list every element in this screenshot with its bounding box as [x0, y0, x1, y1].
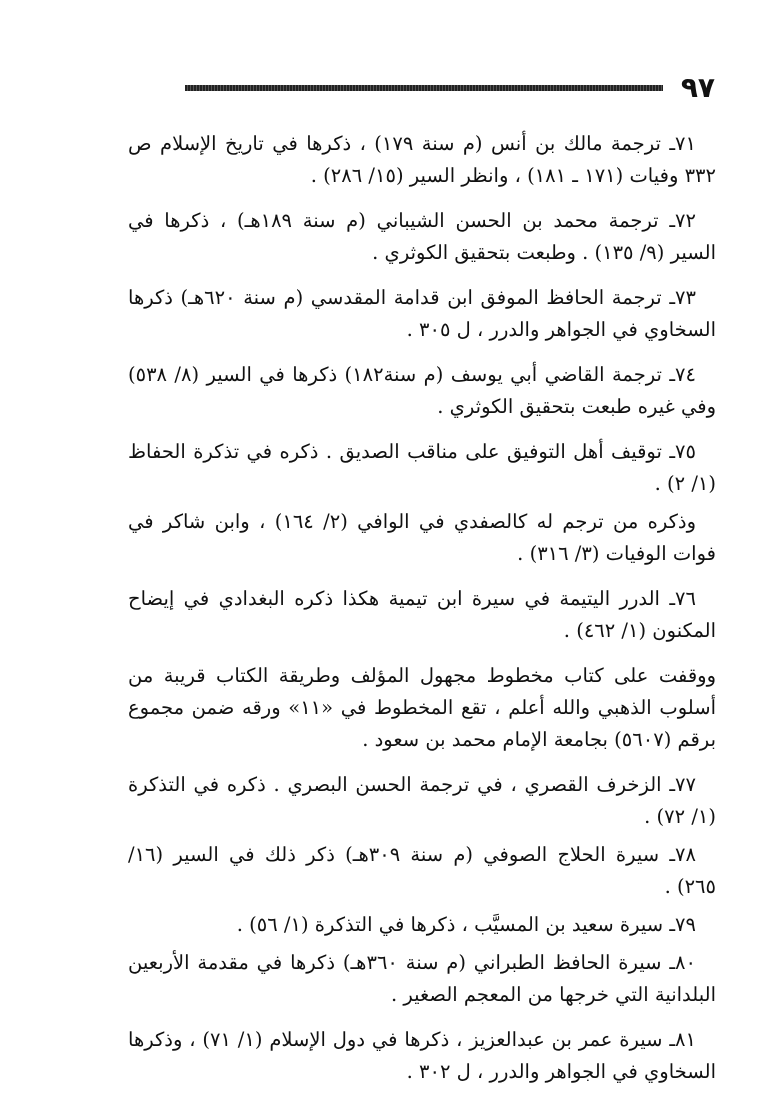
entry-75: ٧٥ـ توقيف أهل التوفيق على مناقب الصديق . ذكره في تذكرة الحفاظ (١/ ٢) . [128, 440, 716, 495]
entry-76: ٧٦ـ الدرر اليتيمة في سيرة ابن تيمية هكذا ذكره البغدادي في إيضاح المكنون (١/ ٤٦٢) . [128, 587, 716, 642]
entry-72: ٧٢ـ ترجمة محمد بن الحسن الشيباني (م سنة ١٨٩هـ) ، ذكرها في السير (٩/ ١٣٥) . وطبعت بتحقيق الكوثري . [128, 209, 716, 264]
page-number: ٩٧ [680, 71, 715, 104]
entry-74: ٧٤ـ ترجمة القاضي أبي يوسف (م سنة١٨٢) ذكرها في السير (٨/ ٥٣٨) وفي غيره طبعت بتحقيق الكوثري . [128, 363, 716, 418]
entry-80: ٨٠ـ سيرة الحافظ الطبراني (م سنة ٣٦٠هـ) ذكرها في مقدمة الأربعين البلدانية التي خرجها من المعجم الصغير . [128, 951, 716, 1006]
entry-75-note: وذكره من ترجم له كالصفدي في الوافي (٢/ ١٦٤) ، وابن شاكر في فوات الوفيات (٣/ ٣١٦) . [128, 510, 716, 565]
entry-81: ٨١ـ سيرة عمر بن عبدالعزيز ، ذكرها في دول الإسلام (١/ ٧١) ، وذكرها السخاوي في الجواهر والدرر ، ل ٣٠٢ . [128, 1028, 716, 1083]
entry-71: ٧١ـ ترجمة مالك بن أنس (م سنة ١٧٩) ، ذكرها في تاريخ الإسلام ص ٣٣٢ وفيات (١٧١ ـ ١٨١) ، وانظر السير (١٥/ ٢٨٦) . [128, 132, 716, 187]
page-body [128, 128, 716, 1101]
entry-76-note: ووقفت على كتاب مخطوط مجهول المؤلف وطريقة الكتاب قريبة من أسلوب الذهبي والله أعلم ، تقع المخطوط في «١١» ورقه ضمن مجموع برقم (٥٦٠٧) بجامعة الإمام محمد بن سعود . [128, 664, 717, 751]
entry-73: ٧٣ـ ترجمة الحافظ الموفق ابن قدامة المقدسي (م سنة ٦٢٠هـ) ذكرها السخاوي في الجواهر والدرر ، ل ٣٠٥ . [128, 286, 716, 341]
entry-78: ٧٨ـ سيرة الحلاج الصوفي (م سنة ٣٠٩هـ) ذكر ذلك في السير (١٦/ ٢٦٥) . [128, 843, 716, 898]
entry-79: ٧٩ـ سيرة سعيد بن المسيَّب ، ذكرها في التذكرة (١/ ٥٦) . [236, 913, 696, 936]
entry-77: ٧٧ـ الزخرف القصري ، في ترجمة الحسن البصري . ذكره في التذكرة (١/ ٧٢) . [128, 773, 716, 828]
header-rule [185, 85, 663, 91]
page-header [185, 72, 715, 104]
